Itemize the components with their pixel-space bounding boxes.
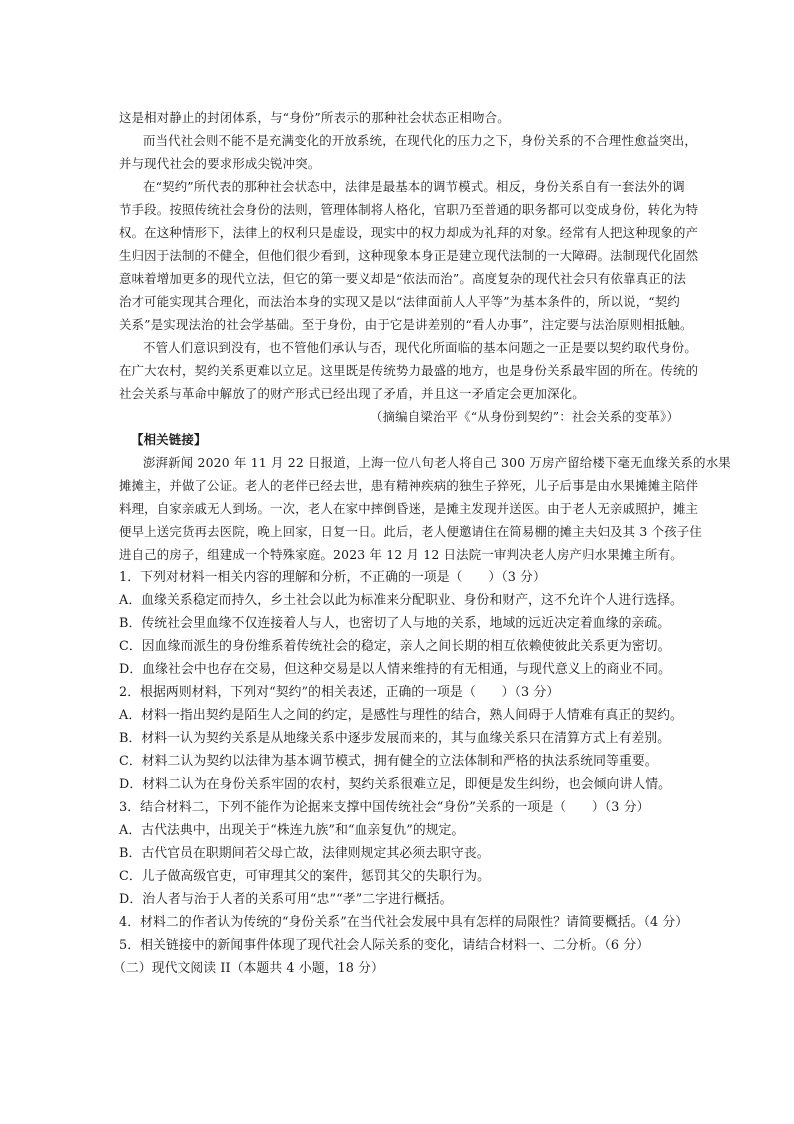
option-3a: A．古代法典中，出现关于“株连九族”和“血亲复仇”的规定。 xyxy=(119,823,465,838)
passage-line: 这是相对静止的封闭体系，与“身份”所表示的那种社会状态正相吻合。 xyxy=(119,110,510,125)
passage-line: 权。在这种情形下，法律上的权利只是虚设，现实中的权力却成为礼拜的对象。经常有人把这种现象的产 xyxy=(119,225,699,240)
question-4: 4．材料二的作者认为传统的“身份关系”在当代社会发展中具有怎样的局限性？请简要概括。（4 分） xyxy=(119,915,689,930)
passage-line: 节手段。按照传统社会身份的法则，管理体制将人格化，官职乃至普通的职务都可以变成身份，转化为特 xyxy=(119,202,699,217)
option-3b: B．古代官员在职期间若父母亡故，法律则规定其必须去职守丧。 xyxy=(119,846,490,861)
question-2: 2．根据两则材料，下列对“契约”的相关表述，正确的一项是（ ）（3 分） xyxy=(119,685,560,700)
passage-line: 关系”是实现法治的社会学基础。至于身份，由于它是讲差别的“看人办事”，注定要与法治原则相抵触。 xyxy=(119,317,693,332)
passage-line: 并与现代社会的要求形成尖锐冲突。 xyxy=(119,156,321,171)
related-line: 摊摊主，并做了公证。老人的老伴已经去世，患有精神疾病的独生子猝死，儿子后事是由水果摊摊主陪伴 xyxy=(119,478,699,493)
option-1c: C．因血缘而派生的身份维系着传统社会的稳定，亲人之间长期的相互依赖使彼此关系更为密切。 xyxy=(119,639,671,654)
option-3c: C．儿子做高级官吏，可审理其父的案件，惩罚其父的失职行为。 xyxy=(119,869,491,884)
passage-line: 意味着增加更多的现代立法，但它的第一要义却是“依法而治”。高度复杂的现代社会只有依靠真正的法 xyxy=(119,271,687,286)
option-1d: D．血缘社会中也存在交易，但这种交易是以人情来维持的有无相通，与现代意义上的商业不同。 xyxy=(119,662,672,677)
option-1b: B．传统社会里血缘不仅连接着人与人，也密切了人与地的关系，地域的远近决定着血缘的亲疏。 xyxy=(119,616,671,631)
related-line: 澎湃新闻 2020 年 11 月 22 日报道，上海一位八旬老人将自己 300 万房产留给楼下毫无血缘关系的水果 xyxy=(143,455,731,470)
option-2a: A．材料一指出契约是陌生人之间的约定，是感性与理性的结合，熟人间碍于人情难有真正的契约。 xyxy=(119,708,683,723)
option-3d: D．治人者与治于人者的关系可用“忠”“孝”二字进行概括。 xyxy=(119,892,453,907)
option-2d: D．材料二认为在身份关系牢固的农村，契约关系很难立足，即便是发生纠纷，也会倾向讲人情。 xyxy=(119,777,672,792)
option-2b: B．材料一认为契约关系是从地缘关系中逐步发展而来的，其与血缘关系只在清算方式上有差别。 xyxy=(119,731,671,746)
passage-line: 不管人们意识到没有，也不管他们承认与否，现代化所面临的基本问题之一正是要以契约取代身份。 xyxy=(143,340,697,355)
question-3: 3．结合材料二，下列不能作为论据来支撑中国传统社会“身份”关系的一项是（ ）（3 分） xyxy=(119,800,650,815)
passage-line: 在广大农村，契约关系更难以立足。这里既是传统势力最盛的地方，也是身份关系最牢固的所在。传统的 xyxy=(119,363,699,378)
option-2c: C．材料二认为契约以法律为基本调节模式，拥有健全的立法体制和严格的执法系统同等重要。 xyxy=(119,754,658,769)
related-link-title: 【相关链接】 xyxy=(131,432,207,447)
question-5: 5．相关链接中的新闻事件体现了现代社会人际关系的变化，请结合材料一、二分析。（6 分） xyxy=(119,938,650,953)
related-line: 料理，自家亲戚无人到场。一次，老人在家中摔倒昏迷，是摊主发现并送医。由于老人无亲戚照护，摊主 xyxy=(119,501,699,516)
question-1: 1．下列对材料一相关内容的理解和分析，不正确的一项是（ ）（3 分） xyxy=(119,570,546,585)
passage-line: 在“契约”所代表的那种社会状态中，法律是最基本的调节模式。相反，身份关系自有一套法外的调 xyxy=(143,179,685,194)
section-heading: （二）现代文阅读 II（本题共 4 小题，18 分） xyxy=(113,961,384,976)
passage-line: 而当代社会则不能不是充满变化的开放系统，在现代化的压力之下，身份关系的不合理性愈益突出， xyxy=(143,133,697,148)
related-line: 进自己的房子，组建成一个特殊家庭。2023 年 12 月 12 日法院一审判决老人房产归水果摊主所有。 xyxy=(119,547,683,562)
passage-line: 治才可能实现其合理化，而法治本身的实现又是以“法律面前人人平等”为基本条件的，所以说，“契约 xyxy=(119,294,680,309)
option-1a: A．血缘关系稳定而持久，乡土社会以此为标准来分配职业、身份和财产，这不允许个人进行选择。 xyxy=(119,593,683,608)
passage-source: （摘编自梁治平《“从身份到契约”：社会关系的变革》） xyxy=(370,409,680,424)
passage-line: 社会关系与革命中解放了的财产形式已经出现了矛盾，并且这一矛盾定会更加深化。 xyxy=(119,386,585,401)
related-line: 便早上送完货再去医院，晚上回家，日复一日。此后，老人便邀请住在简易棚的摊主夫妇及其 3 个孩子住 xyxy=(119,524,702,539)
passage-line: 生归因于法制的不健全，但他们很少看到，这种现象本身正是建立现代法制的一大障碍。法制现代化固然 xyxy=(119,248,699,263)
